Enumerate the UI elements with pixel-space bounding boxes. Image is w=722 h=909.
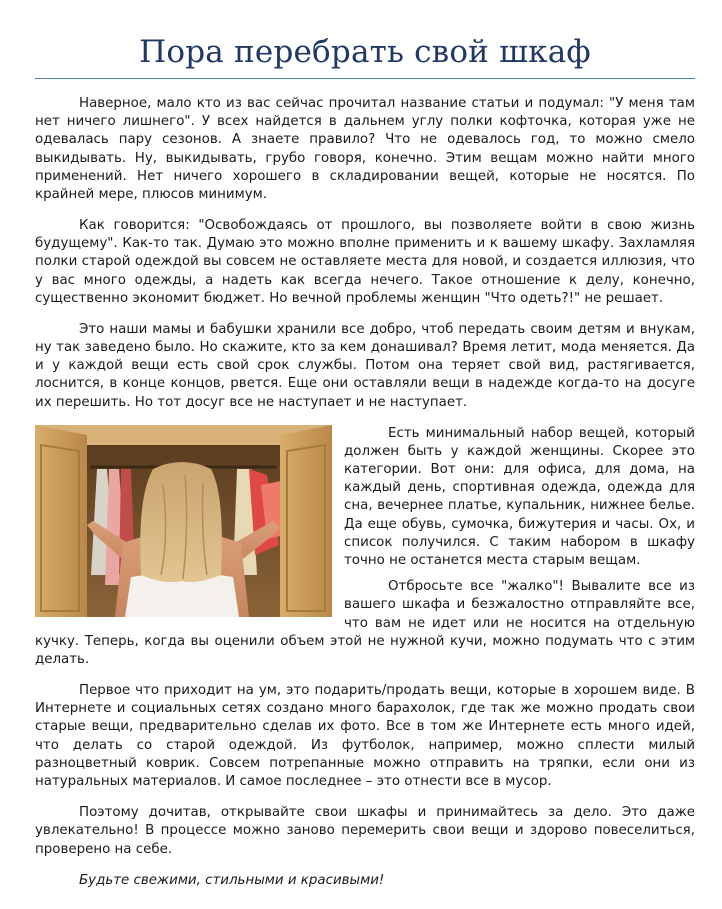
wardrobe-photo [35,425,332,617]
paragraph-1: Наверное, мало кто из вас сейчас прочитал название статьи и подумал: "У меня там нет ничего лишнего". У всех найдется в дальнем углу полки кофточка, которая уже не одевалась пару сезонов. А знаете правило? Что не одевалось год, то можно смело выкидывать. Ну, выкидывать, грубо говоря, конечно. Этим вещам можно найти много применений. Нет ничего хорошего в складировании вещей, которые не носятся. По крайней мере, плюсов минимум. [35,96,695,203]
paragraph-5: Отбросьте все "жалко"! Вывалите все из вашего шкафа и безжалостно отправляйте все, что вам не идет или не носится на отдельную кучку. Теперь, когда вы оценили объем этой не нужной кучи, можно подумать что с этим делать. [35,579,695,668]
closing-line: Будьте свежими, стильными и красивыми! [79,872,385,888]
title-divider [35,78,695,79]
page-title: Пора перебрать свой шкаф [139,34,591,70]
article [35,30,695,903]
paragraph-2: Как говорится: "Освобождаясь от прошлого, вы позволяете войти в свою жизнь будущему". Как-то так. Думаю это можно вполне применить и к вашему шкафу. Захламляя полки старой одеждой вы совсем не оставляете места для новой, и создается иллюзия, что у вас много одежды, а надеть как всегда нечего. Такое отношение к делу, конечно, существенно экономит бюджет. Но вечной проблемы женщин "Что одеть?!" не решает. [35,218,695,306]
paragraph-7: Поэтому дочитав, открывайте свои шкафы и принимайтесь за дело. Это даже увлекательно! В процессе можно заново перемерить свои вещи и здорово повеселиться, проверено на себе. [35,805,695,857]
article-body [35,95,695,890]
paragraph-4: Есть минимальный набор вещей, который должен быть у каждой женщины. Скорее это категории. Вот они: для офиса, для дома, на каждый день, спортивная одежда, одежда для сна, вечернее платье, купальник, нижнее белье. Да еще обувь, сумочка, бижутерия и часы. Ох, и список получился. С таким набором в шкафу точно не останется места старым вещам. [344,425,695,569]
paragraph-6: Первое что приходит на ум, это подарить/продать вещи, которые в хорошем виде. В Интернете и социальных сетях создано много барахолок, где так же можно продать свои старые вещи, предварительно сделав их фото. Все в том же Интернете есть много идей, что делать со старой одеждой. Из футболок, например, можно сплести милый разноцветный коврик. Совсем потрепанные можно отправить на тряпки, если они из натуральных материалов. И самое последнее – это отнести все в мусор. [35,683,695,790]
paragraph-3: Это наши мамы и бабушки хранили все добро, чтоб передать своим детям и внукам, ну так заведено было. Но скажите, кто за кем донашивал? Время летит, мода меняется. Да и у каждой вещи есть свой срок службы. Потом она теряет свой вид, растягивается, лоснится, в конце концов, рвется. Еще они оставляли вещи в надежде когда-то на досуге их перешить. Но тот досуг все не наступает и не наступает. [35,321,695,410]
